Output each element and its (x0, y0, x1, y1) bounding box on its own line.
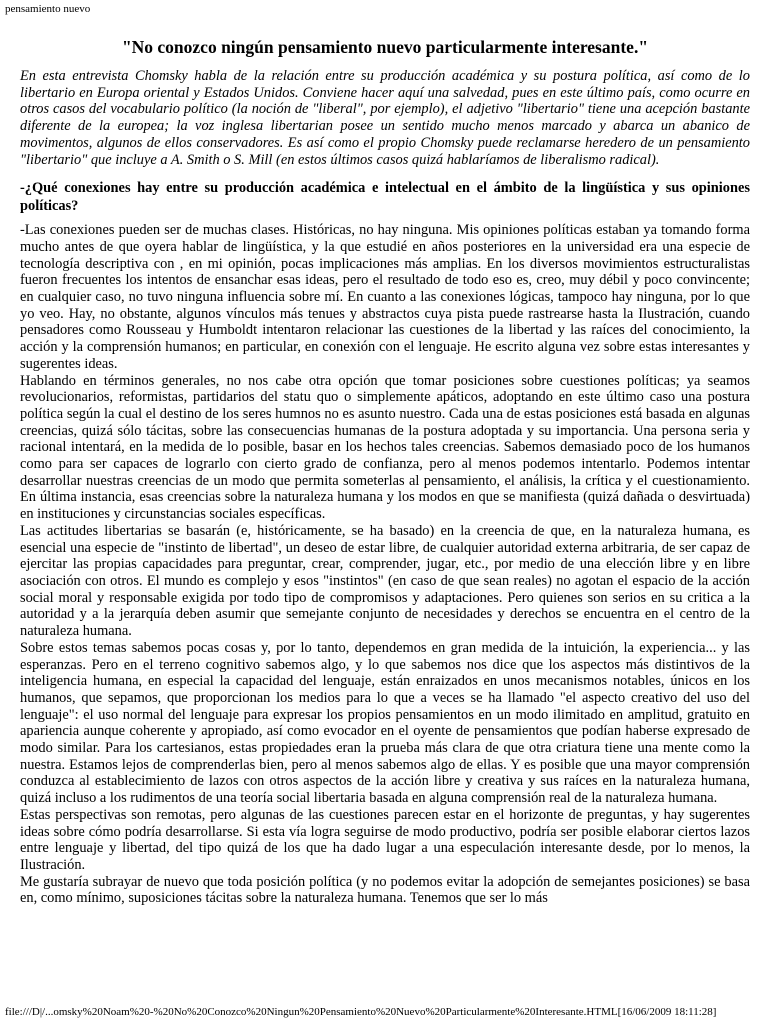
answer-paragraph: Hablando en términos generales, no nos cabe otra opción que tomar posiciones sobre cuestiones políticas; ya seamos revolucionarios, reformistas, partidarios del statu quo o simplemente apáticos, adoptando en este último caso una postura política según la cual el destino de los seres humnos no es asunto nuestro. Cada una de estas posiciones está basada en algunas creencias, quizá sólo tácitas, sobre las consecuencias humanas de la postura adoptada y su importancia. Una persona seria y racional intentará, en la medida de lo posible, basar en los hechos tales creencias. Sabemos demasiado poco de los humanos como para ser capaces de lograrlo con cierto grado de confianza, pero al menos podemos intentarlo. Podemos intentar desarrollar nuestras creencias de un modo que permita someterlas al pensamiento, el análisis, la crítica y el cuestionamiento. En última instancia, esas creencias sobre la naturaleza humana y los modos en que se manifiesta (quizá dañada o desvirtuada) en instituciones y circunstancias sociales específicas. (20, 372, 750, 523)
answer-paragraph: Las actitudes libertarias se basarán (e, históricamente, se ha basado) en la creencia de que, en la naturaleza humana, es esencial una especie de "instinto de libertad", un deseo de estar libre, de cualquier autoridad externa arbitraria, de ser capaz de ejercitar las propias capacidades para preguntar, crear, comprender, jugar, etc., por medio de una elección libre y en libre asociación con otros. El mundo es complejo y esos "instintos" (en caso de que sean reales) no agotan el espacio de la acción social moral y responsable exigida por todo tipo de compromisos y adaptaciones. Pero quienes son serios en su critica a la autoridad y a la jerarquía deben asumir que semejante conjunto de necesidades y derechos se encuentra en el centro de la naturaleza humana. (20, 522, 750, 640)
interview-question: -¿Qué conexiones hay entre su producción académica e intelectual en el ámbito de la lingüística y sus opiniones políticas? (20, 180, 750, 214)
answer-paragraph: Estas perspectivas son remotas, pero algunas de las cuestiones parecen estar en el horizonte de preguntas, y hay sugerentes ideas sobre cómo podría desarrollarse. Si esta vía logra seguirse de modo productivo, podría ser posible elaborar ciertos lazos entre lenguaje y libertad, del tipo quizá de los que ha dado lugar a una especulación interesante desde, por lo menos, la Ilustración. (20, 806, 750, 873)
article-title: "No conozco ningún pensamiento nuevo particularmente interesante." (121, 37, 649, 57)
article-body (20, 36, 750, 907)
answer-paragraph: -Las conexiones pueden ser de muchas clases. Históricas, no hay ninguna. Mis opiniones políticas estaban ya tomando forma mucho antes de que oyera hablar de lingüística, y la que estudié en años posteriores en la universidad era una especie de tecnología descriptiva con , en mi opinión, pocas implicaciones más amplias. En los diversos movimientos estructuralistas fueron frecuentes los intentos de ensanchar esas ideas, pero el resultado de todo eso es, creo, muy débil y poco convincente; en cualquier caso, no tuvo ninguna influencia sobre mí. En cuanto a las conexiones lógicas, tampoco hay ninguna, por lo que yo veo. Hay, no obstante, algunos vínculos más tenues y abstractos cuya pista puede rastrearse hasta la Ilustración, cuando pensadores como Rousseau y Humboldt intentaron relacionar las cuestiones de la libertad y las raíces del conocimiento, la acción y la comprensión humanos; en particular, en conexión con el lenguaje. He escrito alguna vez sobre estas interesantes y sugerentes ideas. (20, 222, 750, 372)
answer-paragraph: Sobre estos temas sabemos pocas cosas y, por lo tanto, dependemos en gran medida de la intuición, la experiencia... y las esperanzas. Pero en el terreno cognitivo sabemos algo, y lo que sabemos nos dice que los aspectos más distintivos de la inteligencia humana, en especial la capacidad del lenguaje, están enraizados en unos mecanismos notables, únicos en los humanos, que sepamos, que proporcionan los medios para lo que a veces se ha llamado "el aspecto creativo del uso del lenguaje": el uso normal del lenguaje para expresar los propios pensamientos en un modo ilimitado en amplitud, gratuito en apariencia aunque coherente y apropiado, así como evocador en el oyente de pensamientos que podían haberse expresado de modo similar. Para los cartesianos, estas propiedades eran la prueba más clara de que otra criatura tiene una mente como la nuestra. Estamos lejos de comprenderlas bien, pero al menos sabemos algo de ellas. Y es posible que una mayor comprensión conduzca al establecimiento de lazos con otros aspectos de la acción libre y creativa y sus raíces en la naturaleza humana, quizá incluso a los rudimentos de una teoría social libertaria basada en alguna comprensión real de la naturaleza humana. (20, 639, 750, 807)
article-intro: En esta entrevista Chomsky habla de la relación entre su producción académica y su postura política, así como de lo libertario en Europa oriental y Estados Unidos. Conviene hacer aquí una salvedad, pues en este último país, como ocurre en otros casos del vocabulario político (la noción de "liberal", por ejemplo), el adjetivo "libertario" tiene una acepción bastante diferente de la europea; la voz inglesa libertarian posee un sentido mucho menos marcado y abarca un abanico de movimentos, algunos de ellos conservadores. Es así como el propio Chomsky puede reclamarse heredero de un pensamiento "libertario" que incluye a A. Smith o S. Mill (en estos últimos casos quizá hablaríamos de liberalismo radical). (20, 68, 750, 168)
answer-paragraph: Me gustaría subrayar de nuevo que toda posición política (y no podemos evitar la adopción de semejantes posiciones) se basa en, como mínimo, suposiciones tácitas sobre la naturaleza humana. Tenemos que ser lo más (20, 873, 750, 907)
print-footer-file-path: file:///D|/...omsky%20Noam%20-%20No%20Conozco%20Ningun%20Pensamiento%20Nuevo%20Particularmente%20Interesante.HTML[16/06/2009 18:11:28] (5, 1006, 717, 1018)
print-header-page-title: pensamiento nuevo (5, 3, 91, 15)
